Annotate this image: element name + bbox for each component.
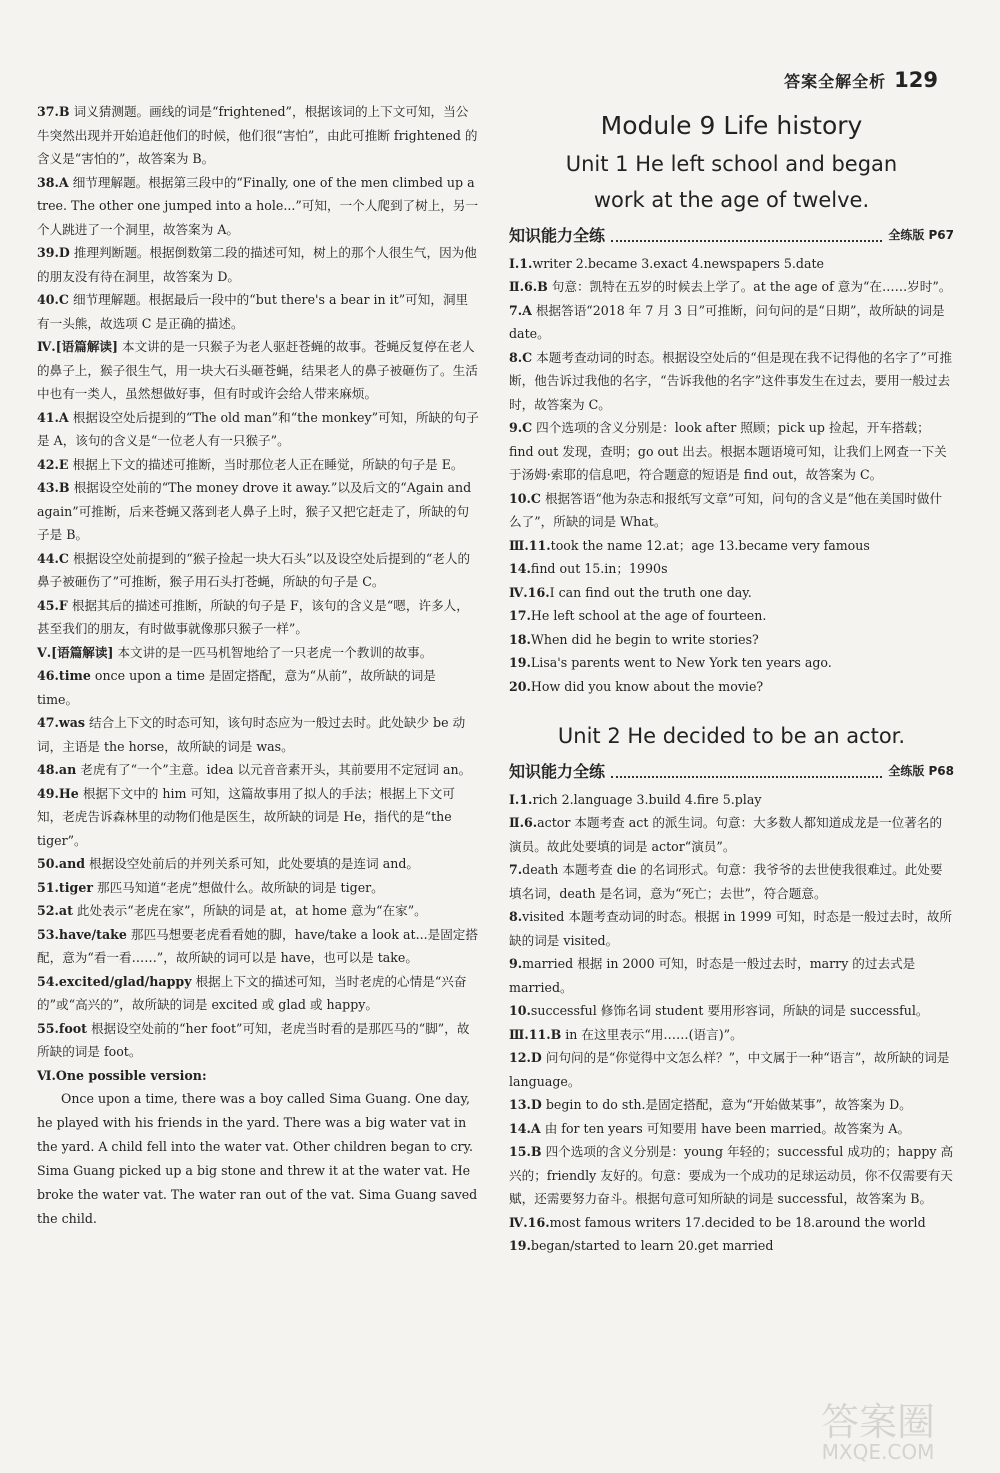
- answer-key: 45.F: [37, 597, 68, 613]
- essay-text: Once upon a time, there was a boy called Sima Guang. One day, he played with his friends in the yard. There was a big water vat in the yard. A child fell into the water vat. Other children began to cry. Sima Guang picked up a big stone and threw it at the water vat. He broke the water vat. The water ran out of the vat. Sima Guang saved the child.: [37, 1091, 478, 1226]
- section-title: 知识能力全练: [509, 226, 606, 245]
- answer-item: [509, 416, 954, 487]
- answer-item: [509, 1234, 954, 1258]
- answer-item: [509, 534, 954, 558]
- answer-key: 14.A: [509, 1120, 541, 1136]
- section-title: 知识能力全练: [509, 762, 606, 781]
- answer-item: [37, 1064, 479, 1088]
- answer-explanation: He left school at the age of fourteen.: [530, 608, 767, 623]
- answer-item: [37, 406, 479, 453]
- answer-item: [37, 594, 479, 641]
- answer-explanation: 根据上下文的描述可知，当时老虎的心情是“兴奋的”或“高兴的”，故所缺的词是 excited 或 glad 或 happy。: [37, 973, 467, 1012]
- answer-item: [509, 581, 954, 605]
- answer-explanation: successful 修饰名词 student 要用形容词，所缺的词是 successful。: [530, 1003, 929, 1018]
- watermark-logo: [778, 1391, 978, 1463]
- answer-explanation: When did he begin to write stories?: [530, 631, 759, 647]
- answer-explanation: actor 本题考查 act 的派生词。句意：大多数人都知道成龙是一位著名的演员。故此处要填的词是 actor“演员”。: [509, 815, 943, 854]
- answer-explanation: 四个选项的含义分别是：look after 照顾；pick up 捡起，开车搭载；find out 发现，查明；go out 出去。根据本题语境可知，让我们上网查一下关于汤姆·索耶的信息吧，符合题意的短语是 find out，故答案为 C。: [509, 420, 947, 482]
- section-version: 全练版 P67: [888, 228, 954, 242]
- answer-item: [37, 335, 479, 406]
- answer-item: [509, 1023, 954, 1047]
- answer-item: [509, 675, 954, 699]
- answer-key: Ⅵ.One possible version:: [37, 1067, 207, 1083]
- answer-explanation: 根据设空处前提到的“猴子捡起一块大石头”以及设空处后提到的“老人的鼻子被砸伤了”可推断，猴子用石头打苍蝇，所缺的句子是 C。: [37, 550, 471, 589]
- answer-item: [37, 241, 479, 288]
- answer-key: 7.: [509, 862, 523, 877]
- answer-item: [37, 664, 479, 711]
- answer-key: Ⅰ.1.: [509, 791, 533, 807]
- answer-explanation: married 根据 in 2000 可知，时态是一般过去时，marry 的过去式是 married。: [509, 956, 916, 995]
- answer-explanation: 问句问的是“你觉得中文怎么样？”，中文属于一种“语言”，故所缺的词是 language。: [509, 1050, 950, 1089]
- answer-explanation: 根据设空处前后的并列关系可知，此处要填的是连词 and。: [85, 856, 419, 871]
- answer-key: 47.was: [37, 715, 86, 730]
- answer-item: [509, 999, 954, 1023]
- unit1-section-header: [509, 224, 954, 248]
- answer-key: 10.: [509, 1003, 531, 1018]
- answer-item: [37, 970, 479, 1017]
- left-answer-list: [37, 100, 479, 1087]
- dotted-leader: [611, 240, 882, 242]
- left-column: [37, 100, 479, 1231]
- answer-explanation: most famous writers 17.decided to be 18.around the world: [549, 1214, 926, 1230]
- answer-explanation: Lisa's parents went to New York ten years ago.: [530, 655, 832, 670]
- answer-explanation: 根据设空处后提到的“The old man”和“the monkey”可知，所缺的句子是 A，该句的含义是“一位老人有一只猴子”。: [37, 409, 479, 448]
- answer-explanation: once upon a time 是固定搭配，意为“从前”，故所缺的词是 time。: [37, 668, 436, 707]
- answer-key: 42.E: [37, 456, 69, 472]
- answer-item: [37, 547, 479, 594]
- answer-item: [37, 758, 479, 782]
- answer-key: 17.: [509, 608, 531, 623]
- svg-text:MXQE.COM: MXQE.COM: [821, 1440, 935, 1463]
- answer-key: 54.excited/glad/happy: [37, 973, 192, 989]
- answer-item: [37, 171, 479, 242]
- answer-item: [509, 604, 954, 628]
- answer-key: Ⅲ.11.: [509, 537, 551, 553]
- answer-key: Ⅴ.[语篇解读]: [37, 644, 114, 660]
- answer-key: 9.C: [509, 420, 533, 435]
- answer-item: [37, 711, 479, 758]
- answer-key: Ⅱ.6.B: [509, 279, 548, 294]
- answer-item: [509, 811, 954, 858]
- answer-item: [509, 952, 954, 999]
- answer-key: 48.an: [37, 762, 77, 777]
- answer-item: [37, 288, 479, 335]
- answer-item: [37, 852, 479, 876]
- answer-item: [509, 651, 954, 675]
- answer-explanation: 细节理解题。根据第三段中的“Finally, one of the men climbed up a tree. The other one jumped into a hole...”可知，一个人爬到了树上，另一个人跳进了一个洞里，故答案为 A。: [37, 174, 479, 237]
- answer-item: [509, 487, 954, 534]
- answer-explanation: 根据设空处前的“The money drove it away.”以及后文的“Again and again”可推断，后来苍蝇又落到老人鼻子上时，猴子又把它赶走了，所缺的句子是 B。: [37, 480, 472, 542]
- answer-explanation: 本题考查动词的时态。根据设空处后的“但是现在我不记得他的名字了”可推断，他告诉过我他的名字，“告诉我他的名字”这件事发生在过去，要用一般过去时，故答案为 C。: [509, 349, 953, 412]
- answer-key: 20.: [509, 678, 531, 694]
- answer-item: [37, 876, 479, 900]
- answer-key: 19.: [509, 1238, 531, 1253]
- answer-explanation: begin to do sth.是固定搭配，意为“开始做某事”，故答案为 D。: [541, 1097, 912, 1112]
- answer-item: [509, 858, 954, 905]
- answer-explanation: took the name 12.at；age 13.became very famous: [550, 537, 870, 553]
- answer-item: [509, 788, 954, 812]
- answer-explanation: writer 2.became 3.exact 4.newspapers 5.date: [532, 255, 824, 271]
- answer-item: [509, 1140, 954, 1211]
- answer-explanation: 那匹马知道“老虎”想做什么。故所缺的词是 tiger。: [92, 879, 384, 895]
- answer-explanation: 四个选项的含义分别是：young 年轻的；successful 成功的；happy 高兴的；friendly 友好的。句意：要成为一个成功的足球运动员，你不仅需要有天赋，还需要努力奋斗。根据句意可知所缺的词是 successful，故答案为 B。: [509, 1144, 954, 1206]
- answer-item: [37, 782, 479, 853]
- answer-item: [37, 453, 479, 477]
- answer-item: [509, 299, 954, 346]
- answer-explanation: 老虎有了“一个”主意。idea 以元音音素开头，其前要用不定冠词 an。: [76, 762, 472, 777]
- answer-item: [509, 557, 954, 581]
- answer-explanation: 本文讲的是一匹马机智地给了一只老虎一个教训的故事。: [113, 644, 433, 660]
- answer-explanation: 本文讲的是一只猴子为老人驱赶苍蝇的故事。苍蝇反复停在老人的鼻子上，猴子很生气，用一块大石头砸苍蝇，结果老人的鼻子被砸伤了。生活中也有一类人，虽然想做好事，但有时或许会给人带来麻烦。: [37, 339, 478, 401]
- answer-item: [509, 628, 954, 652]
- answer-key: Ⅳ.16.: [509, 1214, 550, 1230]
- answer-key: 15.B: [509, 1144, 542, 1159]
- answer-item: [37, 923, 479, 970]
- answer-item: [509, 1093, 954, 1117]
- page-header: [784, 68, 938, 92]
- answer-key: 39.D: [37, 245, 70, 260]
- answer-item: [509, 905, 954, 952]
- answer-key: Ⅱ.6.: [509, 815, 538, 830]
- answer-explanation: I can find out the truth one day.: [549, 584, 752, 600]
- answer-key: 8.: [509, 909, 523, 924]
- answer-key: 52.at: [37, 903, 73, 918]
- answer-key: 53.have/take: [37, 926, 127, 942]
- answer-item: [37, 641, 479, 665]
- answer-item: [37, 100, 479, 171]
- answer-key: Ⅳ.[语篇解读]: [37, 339, 118, 354]
- answer-key: 37.B: [37, 104, 70, 119]
- answer-key: 41.A: [37, 409, 69, 425]
- answer-key: 8.C: [509, 349, 533, 365]
- answer-item: [509, 1046, 954, 1093]
- answer-key: 50.and: [37, 856, 86, 871]
- answer-item: [509, 346, 954, 417]
- answer-key: 19.: [509, 655, 531, 670]
- answer-explanation: How did you know about the movie?: [530, 678, 764, 694]
- answer-explanation: in 在这里表示“用……(语言)”。: [561, 1026, 743, 1042]
- answer-key: 7.A: [509, 302, 532, 318]
- section-version: 全练版 P68: [888, 764, 954, 778]
- answer-explanation: 推理判断题。根据倒数第二段的描述可知，树上的那个人很生气，因为他的朋友没有待在洞里，故答案为 D。: [37, 245, 477, 284]
- answer-explanation: 根据设空处前的“her foot”可知，老虎当时看的是那匹马的“脚”，故所缺的词是 foot。: [37, 1020, 470, 1059]
- answer-explanation: 词义猜测题。画线的词是“frightened”，根据该词的上下文可知，当公牛突然出现并开始追赶他们的时候，他们很“害怕”，由此可推断 frightened 的含义是“害怕的”，故答案为 B。: [37, 104, 478, 166]
- answer-key: 14.: [509, 561, 531, 576]
- answer-explanation: 此处表示“老虎在家”，所缺的词是 at，at home 意为“在家”。: [72, 903, 427, 918]
- dotted-leader: [611, 776, 882, 778]
- answer-explanation: 那匹马想要老虎看看她的脚，have/take a look at...是固定搭配，意为“看一看……”，故所缺的词可以是 have，也可以是 take。: [37, 926, 478, 965]
- right-column: [509, 100, 954, 1258]
- answer-item: [509, 275, 954, 299]
- answer-key: 12.D: [509, 1050, 542, 1065]
- answer-explanation: rich 2.language 3.build 4.fire 5.play: [532, 791, 762, 807]
- answer-key: 43.B: [37, 480, 70, 495]
- answer-explanation: 句意：凯特在五岁的时候去上学了。at the age of 意为“在……岁时”。: [547, 279, 952, 294]
- unit1-title-line2: work at the age of twelve.: [593, 188, 870, 212]
- answer-explanation: began/started to learn 20.get married: [530, 1238, 774, 1253]
- unit2-answer-list: [509, 788, 954, 1258]
- answer-explanation: 根据答语“2018 年 7 月 3 日”可推断，问句问的是“日期”，故所缺的词是 date。: [509, 302, 945, 341]
- answer-item: [509, 252, 954, 276]
- answer-key: 44.C: [37, 550, 69, 566]
- answer-key: Ⅳ.16.: [509, 584, 550, 600]
- answer-key: 10.C: [509, 490, 541, 506]
- answer-key: 49.He: [37, 785, 79, 801]
- answer-explanation: 根据其后的描述可推断，所缺的句子是 F，该句的含义是“嗯，许多人，甚至我们的朋友，有时做事就像那只猴子一样”。: [37, 597, 469, 636]
- answer-explanation: visited 本题考查动词的时态。根据 in 1999 可知，时态是一般过去时，故所缺的词是 visited。: [509, 909, 953, 948]
- answer-explanation: 由 for ten years 可知要用 have been married。故答案为 A。: [540, 1120, 911, 1136]
- answer-key: 51.tiger: [37, 879, 93, 895]
- header-title: 答案全解全析: [784, 72, 887, 91]
- answer-key: 40.C: [37, 292, 69, 307]
- answer-explanation: death 本题考查 die 的名词形式。句意：我爷爷的去世使我很难过。此处要填名词，death 是名词，意为“死亡；去世”，符合题意。: [509, 862, 943, 901]
- answer-key: 38.A: [37, 174, 69, 190]
- answer-item: [37, 476, 479, 547]
- answer-explanation: 根据上下文的描述可推断，当时那位老人正在睡觉，所缺的句子是 E。: [68, 456, 464, 472]
- answer-key: 46.time: [37, 668, 91, 683]
- answer-key: 9.: [509, 956, 523, 971]
- answer-explanation: 细节理解题。根据最后一段中的“but there's a bear in it”可知，洞里有一头熊，故选项 C 是正确的描述。: [37, 292, 469, 331]
- answer-item: [37, 1017, 479, 1064]
- answer-key: 18.: [509, 631, 531, 647]
- page-number: 129: [894, 68, 938, 92]
- unit2-title: Unit 2 He decided to be an actor.: [557, 724, 906, 748]
- unit1-answer-list: [509, 252, 954, 699]
- answer-key: Ⅰ.1.: [509, 255, 533, 271]
- answer-explanation: 根据答语“他为杂志和报纸写文章”可知，问句的含义是“他在美国时做什么了”，所缺的词是 What。: [509, 490, 943, 529]
- answer-item: [509, 1117, 954, 1141]
- unit2-section-header: [509, 760, 954, 784]
- answer-explanation: 根据下文中的 him 可知，这篇故事用了拟人的手法；根据上下文可知，老虎告诉森林里的动物们他是医生，故所缺的词是 He，指代的是“the tiger”。: [37, 785, 455, 848]
- answer-key: 13.D: [509, 1097, 542, 1112]
- answer-explanation: 结合上下文的时态可知，该句时态应为一般过去时。此处缺少 be 动词，主语是 the horse，故所缺的词是 was。: [37, 715, 466, 754]
- unit1-title-line1: Unit 1 He left school and began: [565, 152, 898, 176]
- module-title: Module 9 Life history: [600, 111, 863, 140]
- answer-key: 55.foot: [37, 1020, 87, 1036]
- answer-item: [509, 1211, 954, 1235]
- svg-text:答案圈: 答案圈: [820, 1400, 936, 1444]
- answer-explanation: find out 15.in；1990s: [530, 561, 668, 576]
- answer-key: Ⅲ.11.B: [509, 1026, 562, 1042]
- answer-item: [37, 899, 479, 923]
